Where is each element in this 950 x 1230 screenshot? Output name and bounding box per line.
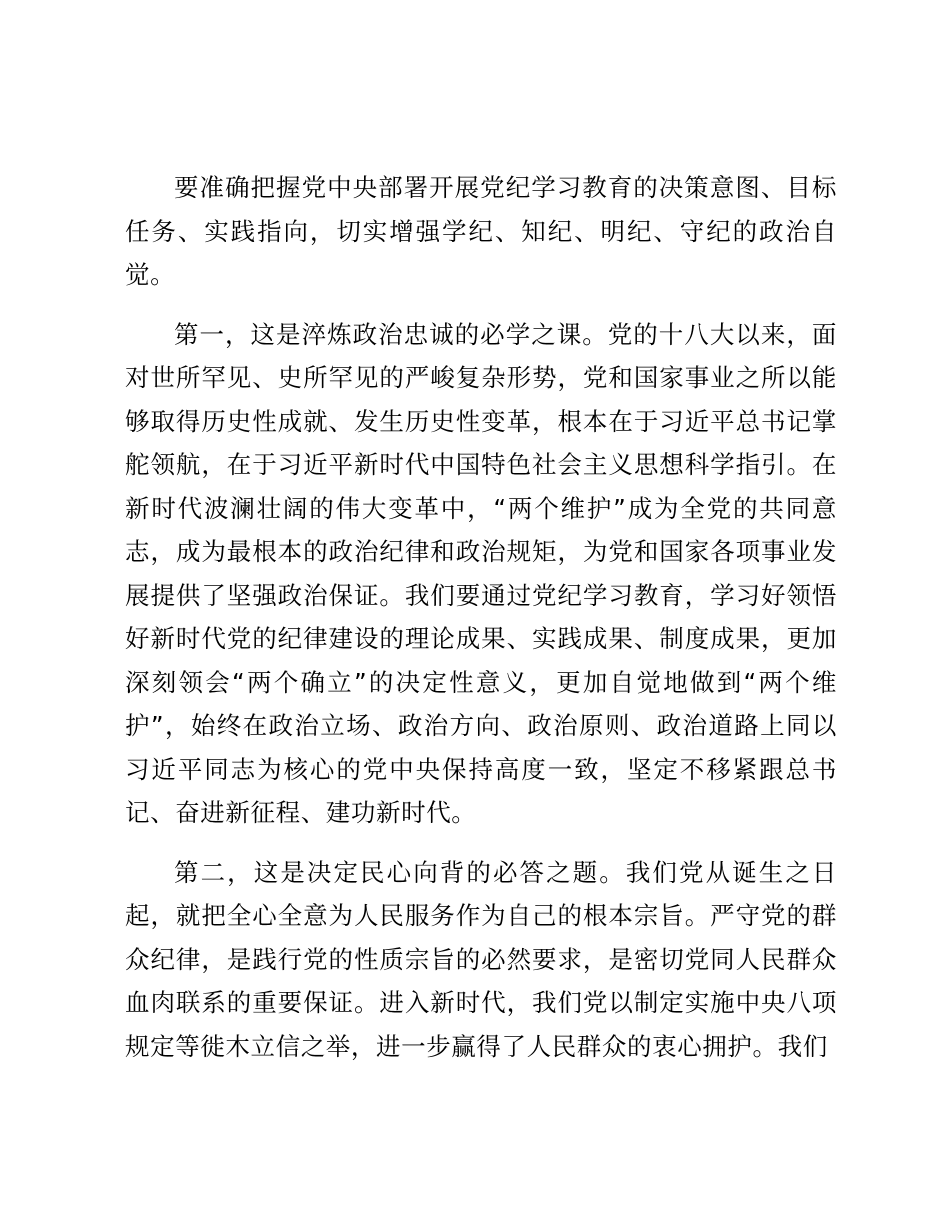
paragraph-second-point: 第二，这是决定民心向背的必答之题。我们党从诞生之日起，就把全心全意为人民服务作为自己的根本宗旨。严守党的群众纪律，是践行党的性质宗旨的必然要求，是密切党同人民群众血肉联系的重要保证。进入新时代，我们党以制定实施中央八项规定等徙木立信之举，进一步赢得了人民群众的衷心拥护。我们	[125, 857, 837, 1061]
paragraph-intro: 要准确把握党中央部署开展党纪学习教育的决策意图、目标任务、实践指向，切实增强学纪、知纪、明纪、守纪的政治自觉。	[125, 173, 837, 289]
document-body	[125, 166, 837, 1084]
paragraph-first-point: 第一，这是淬炼政治忠诚的必学之课。党的十八大以来，面对世所罕见、史所罕见的严峻复杂形势，党和国家事业之所以能够取得历史性成就、发生历史性变革，根本在于习近平总书记掌舵领航，在于习近平新时代中国特色社会主义思想科学指引。在新时代波澜壮阔的伟大变革中，“两个维护”成为全党的共同意志，成为最根本的政治纪律和政治规矩，为党和国家各项事业发展提供了坚强政治保证。我们要通过党纪学习教育，学习好领悟好新时代党的纪律建设的理论成果、实践成果、制度成果，更加深刻领会“两个确立”的决定性意义，更加自觉地做到“两个维护”，始终在政治立场、政治方向、政治原则、政治道路上同以习近平同志为核心的党中央保持高度一致，坚定不移紧跟总书记、奋进新征程、建功新时代。	[125, 319, 837, 827]
